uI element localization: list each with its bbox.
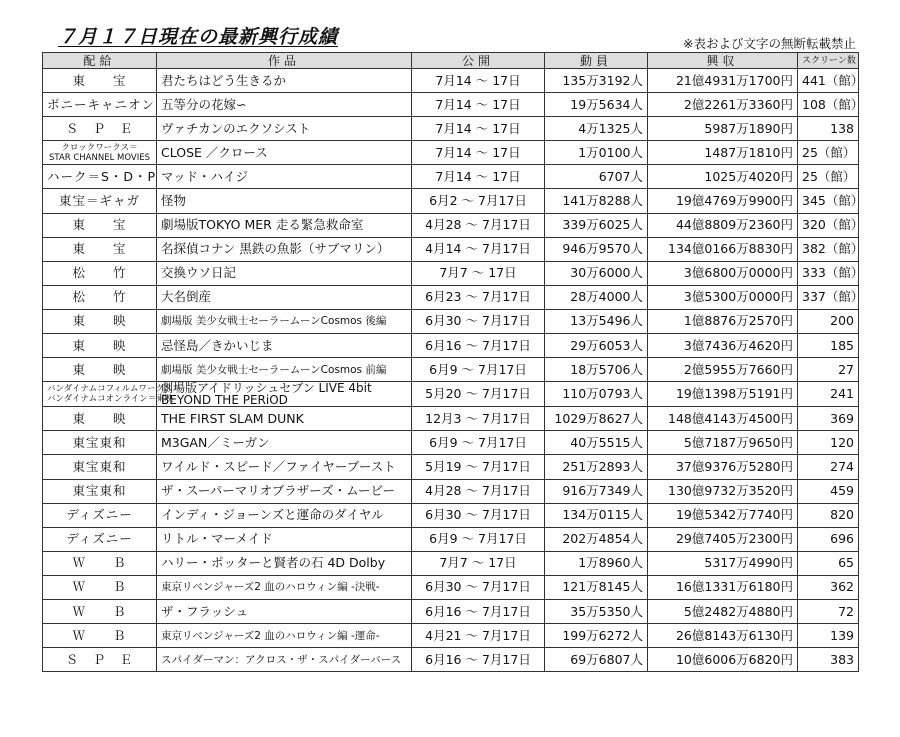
distributor-cell: 東 映	[43, 309, 157, 333]
table-row	[43, 407, 859, 431]
attendance-cell: 18万5706人	[545, 358, 648, 382]
screens-cell: 241	[798, 382, 859, 407]
distributor-cell: Ｗ Ｂ	[43, 575, 157, 599]
title-cell: スパイダーマン：アクロス・ザ・スパイダーバース	[157, 648, 412, 672]
distributor-cell: 東宝東和	[43, 455, 157, 479]
title-cell: 忌怪島／きかいじま	[157, 334, 412, 358]
distributor-cell: Ｗ Ｂ	[43, 599, 157, 623]
gross-cell: 134億0166万8830円	[648, 237, 798, 261]
attendance-cell: 339万6025人	[545, 213, 648, 237]
table-row	[43, 117, 859, 141]
gross-cell: 26億8143万6130円	[648, 624, 798, 648]
title-cell: ハリー・ポッターと賢者の石 4D Dolby	[157, 551, 412, 575]
period-cell: 6月16 ～ 7月17日	[412, 599, 545, 623]
table-row	[43, 624, 859, 648]
title-cell: 君たちはどう生きるか	[157, 69, 412, 93]
gross-cell: 5317万4990円	[648, 551, 798, 575]
distributor-cell: Ｓ Ｐ Ｅ	[43, 117, 157, 141]
period-cell: 4月28 ～ 7月17日	[412, 479, 545, 503]
gross-cell: 1億8876万2570円	[648, 309, 798, 333]
distributor-cell: 東 宝	[43, 237, 157, 261]
attendance-cell: 121万8145人	[545, 575, 648, 599]
header-title: 作品	[157, 53, 412, 69]
attendance-cell: 946万9570人	[545, 237, 648, 261]
gross-cell: 16億1331万6180円	[648, 575, 798, 599]
page-title: ７月１７日現在の最新興行成績	[58, 26, 339, 48]
attendance-cell: 28万4000人	[545, 285, 648, 309]
period-cell: 7月14 ～ 17日	[412, 117, 545, 141]
attendance-cell: 4万1325人	[545, 117, 648, 141]
attendance-cell: 40万5515人	[545, 431, 648, 455]
table-row	[43, 479, 859, 503]
header-distributor: 配給	[43, 53, 157, 69]
gross-cell: 130億9732万3520円	[648, 479, 798, 503]
title-cell: 劇場版TOKYO MER 走る緊急救命室	[157, 213, 412, 237]
distributor-cell: ディズニー	[43, 503, 157, 527]
header-screens: スクリーン数	[798, 53, 859, 69]
period-cell: 7月14 ～ 17日	[412, 141, 545, 165]
distributor-cell: 松 竹	[43, 285, 157, 309]
copyright-notice: ※表および文字の無断転載禁止	[683, 36, 856, 51]
period-cell: 4月28 ～ 7月17日	[412, 213, 545, 237]
gross-cell: 19億4769万9900円	[648, 189, 798, 213]
table-body	[43, 69, 864, 672]
period-cell: 6月23 ～ 7月17日	[412, 285, 545, 309]
attendance-cell: 251万2893人	[545, 455, 648, 479]
period-cell: 6月30 ～ 7月17日	[412, 503, 545, 527]
table-row	[43, 93, 859, 117]
screens-cell: 27	[798, 358, 859, 382]
gross-cell: 3億5300万0000円	[648, 285, 798, 309]
screens-cell: 441（館）	[798, 69, 859, 93]
table-row	[43, 503, 859, 527]
attendance-cell: 13万5496人	[545, 309, 648, 333]
screens-cell: 72	[798, 599, 859, 623]
period-cell: 6月16 ～ 7月17日	[412, 334, 545, 358]
period-cell: 6月2 ～ 7月17日	[412, 189, 545, 213]
distributor-cell: 東 映	[43, 358, 157, 382]
table-header-row	[43, 53, 859, 69]
table-row	[43, 309, 859, 333]
period-cell: 6月16 ～ 7月17日	[412, 648, 545, 672]
distributor-cell: 東宝＝ギャガ	[43, 189, 157, 213]
gross-cell: 21億4931万1700円	[648, 69, 798, 93]
period-cell: 4月14 ～ 7月17日	[412, 237, 545, 261]
attendance-cell: 199万6272人	[545, 624, 648, 648]
table-row	[43, 165, 859, 189]
screens-cell: 820	[798, 503, 859, 527]
screens-cell: 200	[798, 309, 859, 333]
period-cell: 7月7 ～ 17日	[412, 261, 545, 285]
screens-cell: 65	[798, 551, 859, 575]
screens-cell: 369	[798, 407, 859, 431]
table-row	[43, 237, 859, 261]
title-cell: ワイルド・スピード／ファイヤーブースト	[157, 455, 412, 479]
period-cell: 7月14 ～ 17日	[412, 93, 545, 117]
header-attendance: 動員	[545, 53, 648, 69]
table-row	[43, 648, 859, 672]
gross-cell: 44億8809万2360円	[648, 213, 798, 237]
header-gross: 興収	[648, 53, 798, 69]
table-row	[43, 189, 859, 213]
table-row	[43, 599, 859, 623]
title-cell: 東京リベンジャーズ2 血のハロウィン編 -決戦-	[157, 575, 412, 599]
attendance-cell: 29万6053人	[545, 334, 648, 358]
screens-cell: 120	[798, 431, 859, 455]
screens-cell: 337（館）	[798, 285, 859, 309]
screens-cell: 108（館）	[798, 93, 859, 117]
distributor-cell: 東 映	[43, 334, 157, 358]
title-cell: 名探偵コナン 黒鉄の魚影（サブマリン）	[157, 237, 412, 261]
screens-cell: 383	[798, 648, 859, 672]
table-row	[43, 455, 859, 479]
table-row	[43, 141, 859, 165]
table-row	[43, 334, 859, 358]
attendance-cell: 134万0115人	[545, 503, 648, 527]
screens-cell: 382（館）	[798, 237, 859, 261]
gross-cell: 1487万1810円	[648, 141, 798, 165]
distributor-cell: クロックワークス＝ STAR CHANNEL MOVIES	[43, 141, 157, 165]
period-cell: 5月19 ～ 7月17日	[412, 455, 545, 479]
screens-cell: 459	[798, 479, 859, 503]
title-cell: 劇場版アイドリッシュセブン LIVE 4bit BEYOND THE PERiOD	[157, 382, 412, 407]
table-row	[43, 358, 859, 382]
title-cell: マッド・ハイジ	[157, 165, 412, 189]
period-cell: 7月7 ～ 17日	[412, 551, 545, 575]
title-cell: THE FIRST SLAM DUNK	[157, 407, 412, 431]
distributor-cell: 東 宝	[43, 213, 157, 237]
screens-cell: 333（館）	[798, 261, 859, 285]
screens-cell: 139	[798, 624, 859, 648]
box-office-table	[42, 52, 864, 672]
gross-cell: 2億2261万3360円	[648, 93, 798, 117]
attendance-cell: 1万0100人	[545, 141, 648, 165]
table-row	[43, 261, 859, 285]
table-row	[43, 285, 859, 309]
attendance-cell: 35万5350人	[545, 599, 648, 623]
distributor-cell: 松 竹	[43, 261, 157, 285]
distributor-cell: 東宝東和	[43, 479, 157, 503]
distributor-cell: ハーク＝S・D・P	[43, 165, 157, 189]
period-cell: 6月30 ～ 7月17日	[412, 575, 545, 599]
gross-cell: 1025万4020円	[648, 165, 798, 189]
distributor-cell: 東 映	[43, 407, 157, 431]
title-cell: 東京リベンジャーズ2 血のハロウィン編 -運命-	[157, 624, 412, 648]
gross-cell: 29億7405万2300円	[648, 527, 798, 551]
gross-cell: 19億5342万7740円	[648, 503, 798, 527]
screens-cell: 320（館）	[798, 213, 859, 237]
period-cell: 6月9 ～ 7月17日	[412, 431, 545, 455]
attendance-cell: 110万0793人	[545, 382, 648, 407]
gross-cell: 19億1398万5191円	[648, 382, 798, 407]
distributor-cell: Ｗ Ｂ	[43, 624, 157, 648]
distributor-cell: バンダイナムコフィルムワークス＝ バンダイナムコオンライン＝東映	[43, 382, 157, 407]
attendance-cell: 1029万8627人	[545, 407, 648, 431]
title-cell: リトル・マーメイド	[157, 527, 412, 551]
screens-cell: 138	[798, 117, 859, 141]
table-row	[43, 431, 859, 455]
table-row	[43, 382, 859, 407]
distributor-cell: ディズニー	[43, 527, 157, 551]
gross-cell: 3億7436万4620円	[648, 334, 798, 358]
title-cell: 大名倒産	[157, 285, 412, 309]
title-cell: ザ・スーパーマリオブラザーズ・ムービー	[157, 479, 412, 503]
period-cell: 6月9 ～ 7月17日	[412, 527, 545, 551]
period-cell: 6月30 ～ 7月17日	[412, 309, 545, 333]
screens-cell: 25（館）	[798, 141, 859, 165]
title-cell: 劇場版 美少女戦士セーラームーンCosmos 後編	[157, 309, 412, 333]
period-cell: 4月21 ～ 7月17日	[412, 624, 545, 648]
title-cell: CLOSE ／クロース	[157, 141, 412, 165]
period-cell: 6月9 ～ 7月17日	[412, 358, 545, 382]
attendance-cell: 202万4854人	[545, 527, 648, 551]
period-cell: 5月20 ～ 7月17日	[412, 382, 545, 407]
gross-cell: 10億6006万6820円	[648, 648, 798, 672]
screens-cell: 696	[798, 527, 859, 551]
attendance-cell: 1万8960人	[545, 551, 648, 575]
screens-cell: 185	[798, 334, 859, 358]
gross-cell: 2億5955万7660円	[648, 358, 798, 382]
period-cell: 7月14 ～ 17日	[412, 165, 545, 189]
screens-cell: 25（館）	[798, 165, 859, 189]
screens-cell: 274	[798, 455, 859, 479]
gross-cell: 148億4143万4500円	[648, 407, 798, 431]
attendance-cell: 30万6000人	[545, 261, 648, 285]
title-cell: 交換ウソ日記	[157, 261, 412, 285]
period-cell: 12月3 ～ 7月17日	[412, 407, 545, 431]
attendance-cell: 69万6807人	[545, 648, 648, 672]
gross-cell: 37億9376万5280円	[648, 455, 798, 479]
title-cell: ザ・フラッシュ	[157, 599, 412, 623]
title-cell: 五等分の花嫁∽	[157, 93, 412, 117]
gross-cell: 5987万1890円	[648, 117, 798, 141]
attendance-cell: 141万8288人	[545, 189, 648, 213]
table-row	[43, 575, 859, 599]
distributor-cell: 東 宝	[43, 69, 157, 93]
table-row	[43, 69, 859, 93]
distributor-cell: ポニーキャニオン	[43, 93, 157, 117]
header-period: 公開	[412, 53, 545, 69]
attendance-cell: 19万5634人	[545, 93, 648, 117]
gross-cell: 5億7187万9650円	[648, 431, 798, 455]
title-cell: ヴァチカンのエクソシスト	[157, 117, 412, 141]
attendance-cell: 6707人	[545, 165, 648, 189]
gross-cell: 5億2482万4880円	[648, 599, 798, 623]
table-row	[43, 551, 859, 575]
distributor-cell: Ｓ Ｐ Ｅ	[43, 648, 157, 672]
distributor-cell: 東宝東和	[43, 431, 157, 455]
attendance-cell: 916万7349人	[545, 479, 648, 503]
title-cell: M3GAN／ミーガン	[157, 431, 412, 455]
title-cell: インディ・ジョーンズと運命のダイヤル	[157, 503, 412, 527]
period-cell: 7月14 ～ 17日	[412, 69, 545, 93]
table-row	[43, 213, 859, 237]
distributor-cell: Ｗ Ｂ	[43, 551, 157, 575]
screens-cell: 345（館）	[798, 189, 859, 213]
title-cell: 劇場版 美少女戦士セーラームーンCosmos 前編	[157, 358, 412, 382]
screens-cell: 362	[798, 575, 859, 599]
table-row	[43, 527, 859, 551]
attendance-cell: 135万3192人	[545, 69, 648, 93]
title-cell: 怪物	[157, 189, 412, 213]
gross-cell: 3億6800万0000円	[648, 261, 798, 285]
